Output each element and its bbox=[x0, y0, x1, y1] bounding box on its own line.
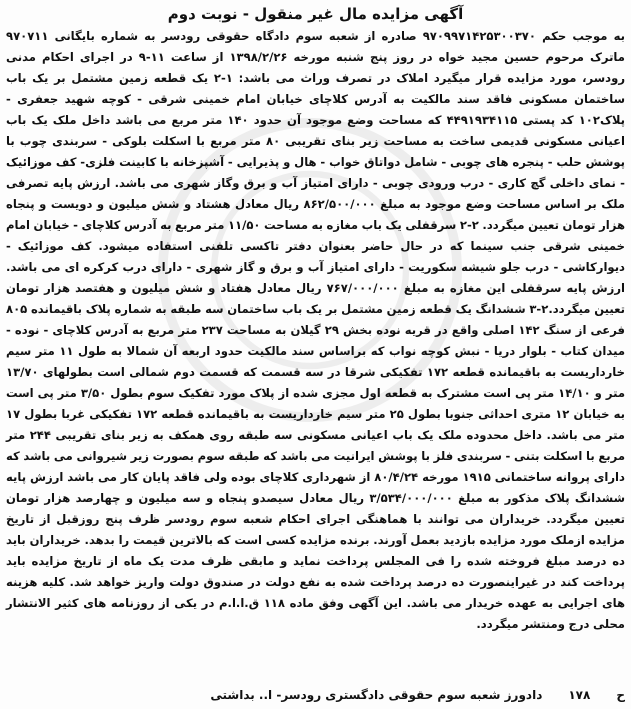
notice-body: به موجب حکم ۹۷۰۹۹۷۱۴۲۵۳۰۰۳۷۰ صادره از شعبه سوم دادگاه حقوقی رودسر به شماره بایگانی ۹۷۰۷۱۱ ماترک مرحوم حسین مجید خواه در روز پنج شنبه مورخه ۱۳۹۸/۲/۲۶ از ساعت ۱۱-۹ در اجرای احکام مدنی رودسر، مورد مزایده قرار میگیرد املاک در تصرف وراث می باشد: ۱-۲ یک قطعه زمین مشتمل بر یک باب ساختمان مسکونی فاقد سند مالکیت به آدرس کلاچای خیابان امام خمینی شرقی - کوچه شهید جعفری - پلاک۱۰۲ کد پستی ۴۴۹۱۹۳۴۱۱۵ که مساحت وضع موجود آن حدود ۱۴۰ متر مربع می باشد داخل ملک یک باب اعیانی مسکونی قدیمی ساخت به مساحت زیر بنای تقریبی ۸۰ متر مربع با اسکلت بلوکی - سربندی چوب با پوشش حلب - پنجره های چوبی - شامل دواتاق خواب - هال و پذیرایی - آشپزخانه با کابینت فلزی- کف موزائیک - نمای داخلی گچ کاری - درب ورودی چوبی - دارای امتیاز آب و برق وگاز شهری می باشد. ارزش پایه تصرفی ملک بر اساس مساحت وضع موجود به مبلغ ۸۶۲/۵۰۰/۰۰۰ ریال معادل هشتاد و شش میلیون و دویست و پنجاه هزار تومان تعیین میگردد. ۲-۲ سرقفلی یک باب مغازه به مساحت ۱۱/۵۰ متر مربع به آدرس کلاچای - خیابان امام خمینی شرقی جنب سینما که در حال حاضر بعنوان دفتر تاکسی تلفنی استفاده میشود. کف موزائیک - دیوارکاشی - درب جلو شیشه سکوریت - دارای امتیاز آب و برق و گاز شهری - دارای درب کرکره ای می باشد. ارزش پایه سرقفلی این مغازه به مبلغ ۷۶۷/۰۰۰/۰۰۰ ریال معادل هفتاد و شش میلیون و هفتصد هزار تومان تعیین میگردد.۲-۳ ششدانگ یک قطعه زمین مشتمل بر یک باب ساختمان سه طبقه به شماره پلاک باقیمانده ۸۰۵ فرعی از سنگ ۱۴۲ اصلی واقع در قریه نوده بخش ۲۹ گیلان به مساحت ۲۳۷ متر مربع به آدرس کلاچای - نوده - میدان کتاب - بلوار دریا - نبش کوچه نواب که براساس سند مالکیت حدود اربعه آن شمالا به طول ۱۱ متر سیم خارداریست به باقیمانده قطعه ۱۷۲ تفکیکی شرقا در سه قسمت که قسمت دوم شمالی است بطولهای ۱۳/۷۰ متر و ۱۴/۱۰ متر پی است مشترک به قطعه اول مجزی شده از پلاک مورد تفکیک سوم بطول ۳/۵۰ متر پی است به خیابان ۱۲ متری احداثی جنوبا بطول ۲۵ متر سیم خارداریست به باقیمانده قطعه ۱۷۲ تفکیکی غربا بطول ۱۷ متر می باشد. داخل محدوده ملک یک باب اعیانی مسکونی سه طبقه روی همکف به زیر بنای تقریبی ۲۴۴ متر مربع با اسکلت بتنی - سربندی فلز با پوشش ایرانیت می باشد که طبقه سوم بصورت زیر شیروانی می باشد که دارای پروانه ساختمانی ۱۹۱۵ مورخه ۸۰/۴/۲۴ از شهرداری کلاچای بوده ولی فاقد پایان کار می باشد ارزش پایه ششدانگ پلاک مذکور به مبلغ ۳/۵۳۴/۰۰۰/۰۰۰ ریال معادل سیصدو پنجاه و سه میلیون و چهارصد هزار تومان تعیین میگردد. خریداران می توانند با هماهنگی اجرای احکام شعبه سوم رودسر ظرف پنج روزقبل از تاریخ مزایده ازملک مورد مزایده بازدید بعمل آورند. برنده مزایده کسی است که بالاترین قیمت را بدهد. خریداران باید ده درصد مبلغ فروخته شده را فی المجلس پرداخت نماید و مابقی ظرف مدت یک ماه از تاریخ مزایده باید پرداخت کند در غیراینصورت ده درصد پرداخت شده به نفع دولت در صندوق دولت واریز خواهد شد. کلیه هزینه های اجرایی به عهده خریدار می باشد. این آگهی وفق ماده ۱۱۸ ق.ا.ا.م در یکی از روزنامه های کثیر الانتشار محلی درج ومنتشر میگردد. bbox=[6, 29, 626, 631]
footer-number: ۱۷۸ bbox=[568, 688, 591, 702]
notice-title: آگهی مزایده مال غیر منقول - نوبت دوم bbox=[167, 5, 464, 23]
footer-signature: دادورز شعبه سوم حقوقی دادگستری رودسر- ا.. بداشتی bbox=[210, 688, 543, 702]
footer-code: ح bbox=[616, 688, 625, 702]
notice-footer bbox=[6, 685, 625, 705]
